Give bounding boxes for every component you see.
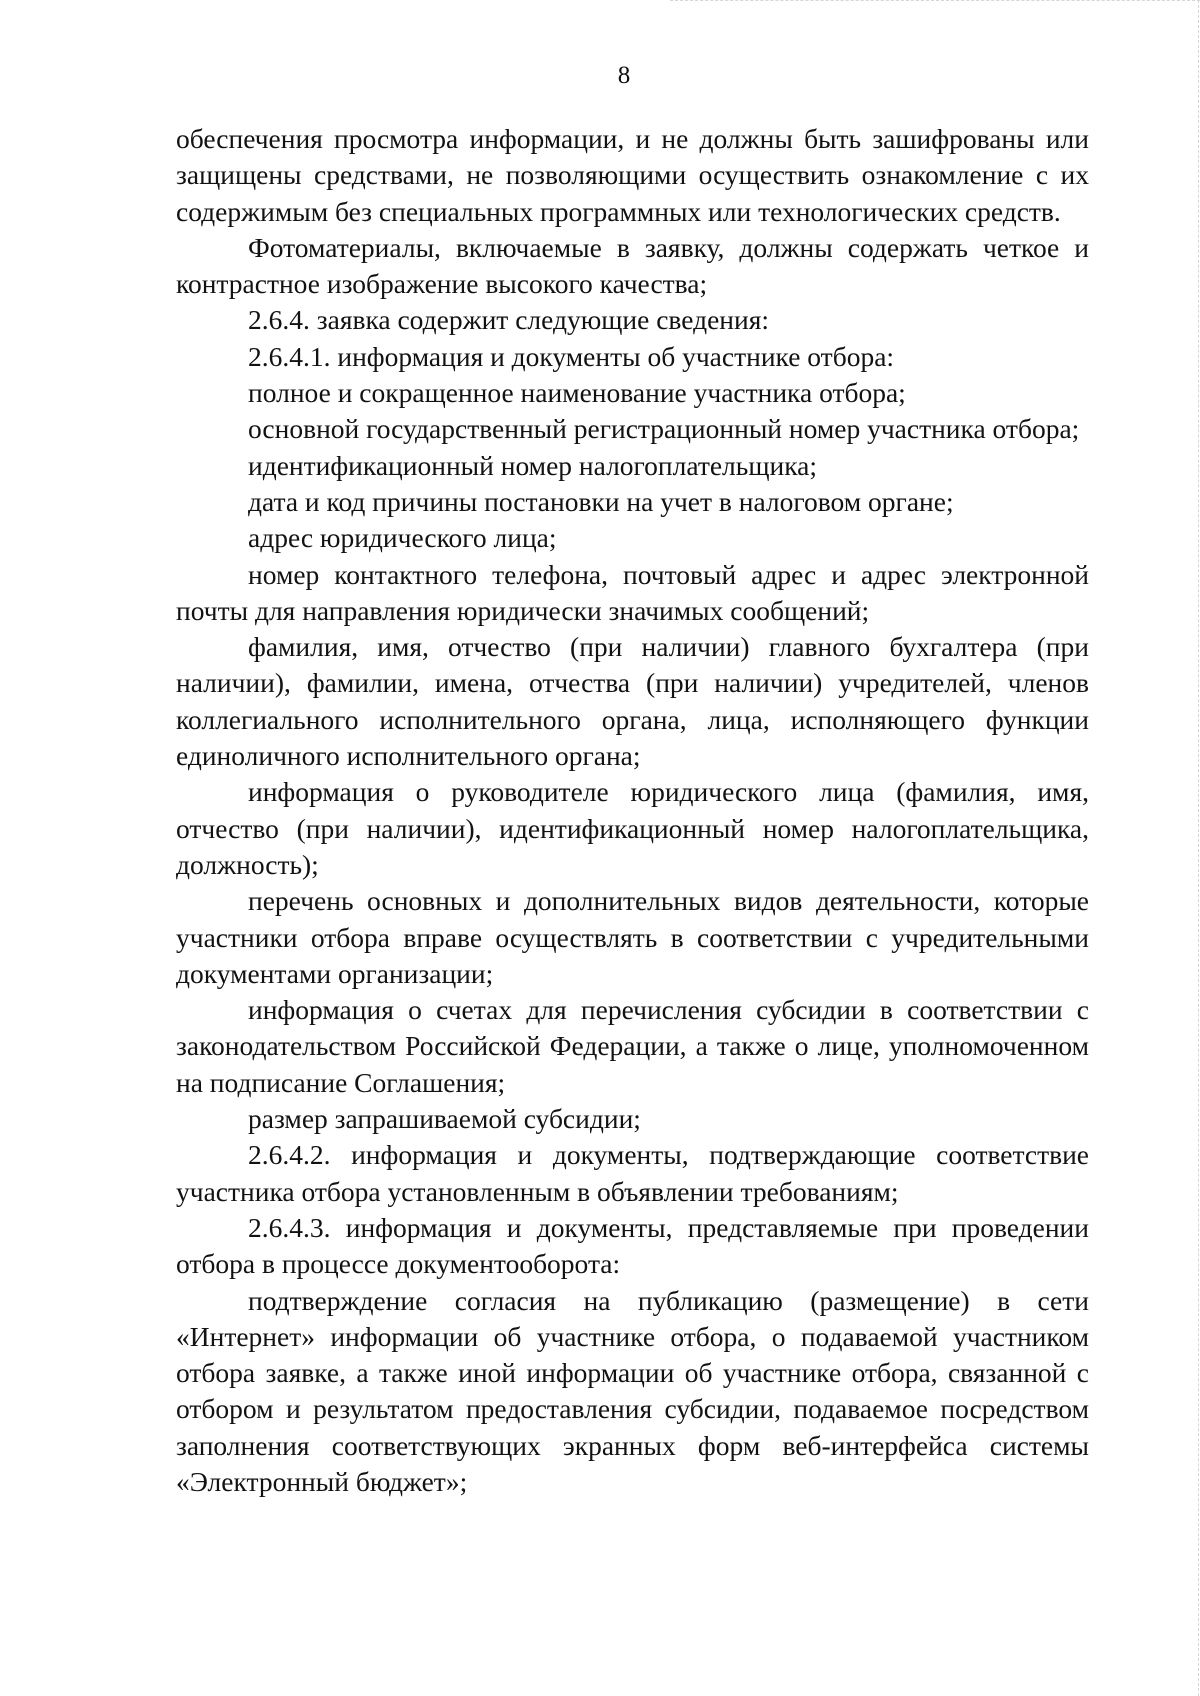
document-body [176,121,1089,1500]
paragraph-2-6-4: 2.6.4. заявка содержит следующие сведения: [248,304,770,336]
paragraph-2-6-4-2: 2.6.4.2. информация и документы, подтверждающие соответствие участника отбора установленным в объявлении требованиям; [176,1139,1089,1207]
paragraph-photo-materials: Фотоматериалы, включаемые в заявку, должны содержать четкое и контрастное изображение высокого качества; [176,231,1089,300]
paragraph-2-6-4-1: 2.6.4.1. информация и документы об участнике отбора: [248,340,895,372]
list-item-director-info: информация о руководителе юридического лица (фамилия, имя, отчество (при наличии), идентификационный номер налогоплательщика, должность); [176,776,1089,880]
list-item-subsidy-amount: размер запрашиваемой субсидии; [248,1103,641,1135]
paragraph-2-6-4-3: 2.6.4.3. информация и документы, представляемые при проведении отбора в процессе документооборота: [176,1211,1089,1280]
list-item-legal-address: адрес юридического лица; [248,522,557,554]
list-item-publication-consent: подтверждение согласия на публикацию (размещение) в сети «Интернет» информации об участнике отбора, о подаваемой участником отбора заявке, а также иной информации об участнике отбора, связанной с отбором и результатом предоставления субсидии, подаваемое посредством заполнения соответствующих экранных форм веб-интерфейса системы «Электронный бюджет»; [176,1284,1089,1497]
list-item-accountant-founders: фамилия, имя, отчество (при наличии) главного бухгалтера (при наличии), фамилии, имена, отчества (при наличии) учредителей, членов коллегиального исполнительного органа, лица, исполняющего функции единоличного исполнительного органа; [176,631,1089,772]
scan-edge-top [670,0,1200,2]
list-item-inn: идентификационный номер налогоплательщика; [248,449,818,481]
paragraph-continuation: обеспечения просмотра информации, и не должны быть зашифрованы или защищены средствами, не позволяющими осуществить ознакомление с их содержимым без специальных программных или технологических средств. [176,123,1089,227]
list-item-contacts: номер контактного телефона, почтовый адрес и адрес электронной почты для направления юридически значимых сообщений; [176,558,1089,626]
list-item-kpp: дата и код причины постановки на учет в налоговом органе; [248,485,954,517]
page-number: 8 [617,62,631,89]
list-item-accounts: информация о счетах для перечисления субсидии в соответствии с законодательством Российской Федерации, а также о лице, уполномоченном на подписание Соглашения; [176,994,1089,1098]
list-item-ogrn: основной государственный регистрационный номер участника отбора; [248,413,1080,445]
list-item-activities: перечень основных и дополнительных видов деятельности, которые участники отбора вправе осуществлять в соответствии с учредительными документами организации; [176,885,1089,989]
list-item-full-name: полное и сокращенное наименование участника отбора; [248,377,906,409]
